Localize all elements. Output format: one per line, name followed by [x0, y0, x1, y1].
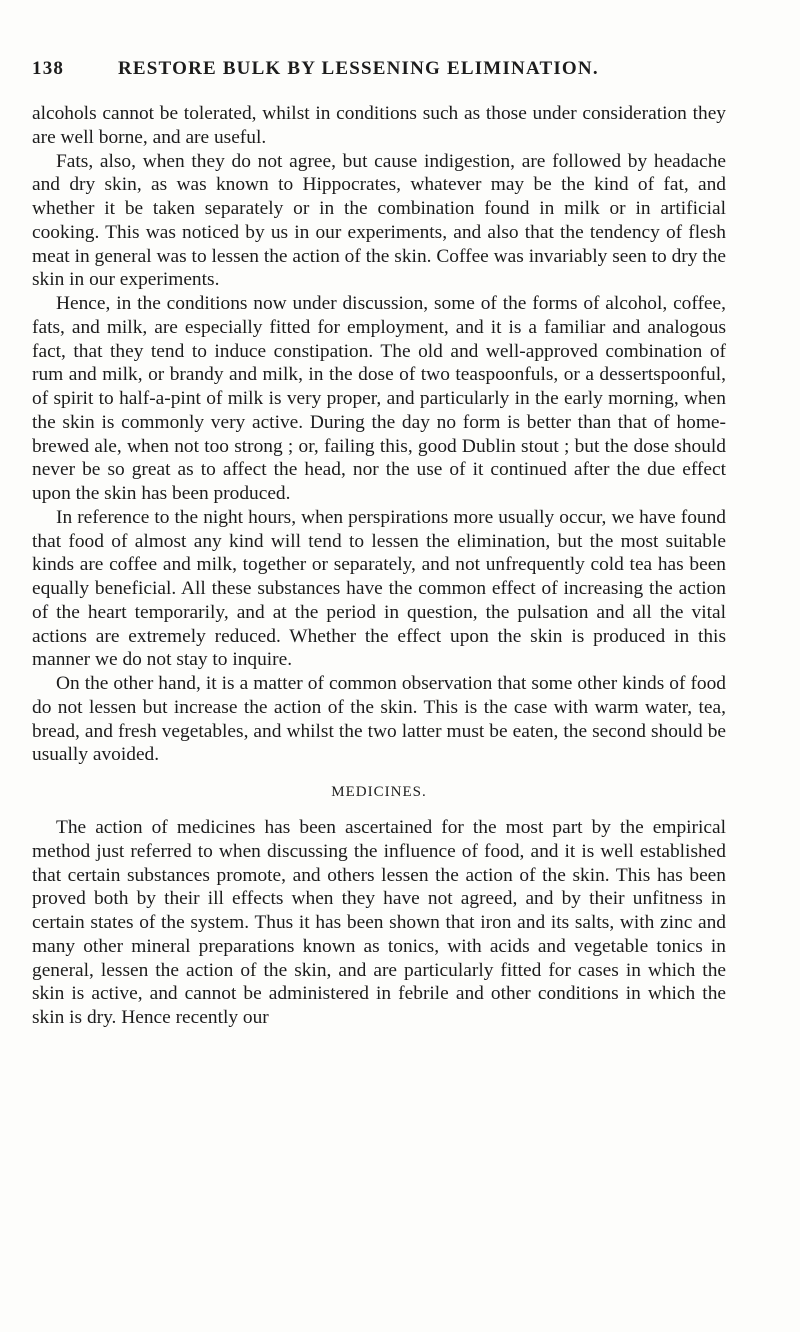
- paragraph-continued: alcohols cannot be tolerated, whilst in conditions such as those under consideration they are well borne, and are useful.: [32, 103, 726, 148]
- section-heading-medicines: MEDICINES.: [331, 784, 427, 800]
- paragraph-hence: Hence, in the conditions now under discussion, some of the forms of alcohol, coffee, fats, and milk, are especially fitted for employment, and it is a familiar and analogous fact, that they tend to induce constipation. The old and well-approved combination of rum and milk, or brandy and milk, in the dose of two teaspoonfuls, or a dessertspoonful, of spirit to half-a-pint of milk is very proper, and particularly in the early morning, when the skin is commonly very active. During the day no form is better than that of home-brewed ale, when not too strong ; or, failing this, good Dublin stout ; but the dose should never be so great as to affect the head, nor the use of it continued after the due effect upon the skin has been produced.: [32, 293, 726, 504]
- page-number: 138: [32, 58, 65, 79]
- paragraph-fats: Fats, also, when they do not agree, but cause indigestion, are followed by headache and dry skin, as was known to Hippocrates, whatever may be the kind of fat, and whether it be taken separately or in the combination found in milk or in artificial cooking. This was noticed by us in our experiments, and also that the tendency of flesh meat in general was to lessen the action of the skin. Coffee was invariably seen to dry the skin in our experiments.: [32, 150, 726, 291]
- body-text: [32, 102, 726, 1030]
- paragraph-night-hours: In reference to the night hours, when perspirations more usually occur, we have found that food of almost any kind will tend to lessen the elimination, but the most suitable kinds are coffee and milk, together or separately, and not unfrequently cold tea has been equally beneficial. All these substances have the common effect of increasing the action of the heart temporarily, and at the period in question, the pulsation and all the vital actions are extremely reduced. Whether the effect upon the skin is produced in this manner we do not stay to inquire.: [32, 506, 726, 671]
- running-title: RESTORE BULK BY LESSENING ELIMINATION.: [118, 58, 599, 79]
- running-head: [32, 58, 730, 84]
- paragraph-medicines: The action of medicines has been ascertained for the most part by the empirical method just referred to when discussing the influence of food, and it is well established that certain substances promote, and others lessen the action of the skin. This has been proved both by their ill effects when they have not agreed, and by their unfitness in certain states of the system. Thus it has been shown that iron and its salts, with zinc and many other mineral preparations known as tonics, with acids and vegetable tonics in general, lessen the action of the skin, and are particularly fitted for cases in which the skin is active, and cannot be administered in febrile and other conditions in which the skin is dry. Hence recently our: [32, 817, 726, 1028]
- paragraph-other-hand: On the other hand, it is a matter of common observation that some other kinds of food do not lessen but increase the action of the skin. This is the case with warm water, tea, bread, and fresh vegetables, and whilst the two latter must be eaten, the second should be usually avoided.: [32, 673, 726, 766]
